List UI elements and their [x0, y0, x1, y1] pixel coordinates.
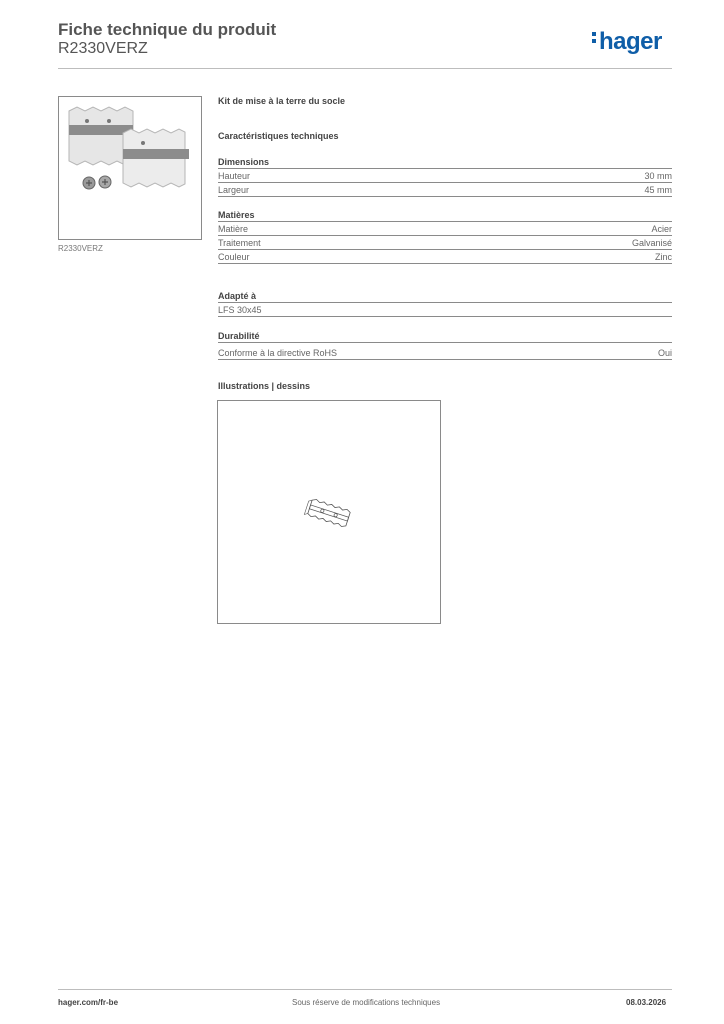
group-title-compatible: Adapté à [218, 291, 257, 301]
logo-text: hager [599, 28, 662, 55]
spec-row [218, 251, 672, 264]
spec-label: Largeur [218, 185, 250, 195]
spec-value: 30 mm [644, 171, 672, 181]
spec-value: 45 mm [644, 185, 672, 195]
page-title: Fiche technique du produit [58, 20, 277, 39]
spec-row [218, 170, 672, 183]
spec-value: Zinc [654, 252, 672, 262]
footer-website: hager.com/fr-be [58, 998, 119, 1007]
photo-caption: R2330VERZ [58, 244, 103, 253]
spec-row [218, 304, 672, 317]
spec-label: Conforme à la directive RoHS [218, 348, 338, 358]
product-name: Kit de mise à la terre du socle [218, 96, 346, 106]
spec-row [218, 223, 672, 236]
group-title-durability: Durabilité [218, 331, 260, 341]
spec-value: Acier [651, 224, 672, 234]
footer-date: 08.03.2026 [626, 998, 667, 1007]
product-reference: R2330VERZ [58, 40, 148, 57]
product-photo-icon [59, 97, 201, 239]
footer-notice: Sous réserve de modifications techniques [292, 998, 441, 1007]
technical-drawing-icon [218, 401, 440, 623]
group-divider [218, 221, 672, 222]
spec-row [218, 184, 672, 197]
hager-logo [592, 28, 662, 56]
group-title-materials: Matières [218, 210, 255, 220]
spec-label: Couleur [218, 252, 250, 262]
specs-heading: Caractéristiques techniques [218, 131, 339, 141]
spec-value: Galvanisé [631, 238, 672, 248]
technical-drawing [217, 400, 441, 624]
spec-label: Hauteur [218, 171, 251, 181]
spec-label: LFS 30x45 [218, 305, 262, 315]
group-title-dimensions: Dimensions [218, 157, 270, 167]
group-divider [218, 168, 672, 169]
product-photo [58, 96, 202, 240]
spec-value: Oui [657, 348, 672, 358]
group-divider [218, 302, 672, 303]
group-divider [218, 342, 672, 343]
spec-label: Traitement [218, 238, 261, 248]
header-divider [58, 68, 672, 69]
logo-colon-icon [592, 29, 597, 46]
footer-divider [58, 989, 672, 990]
spec-label: Matière [218, 224, 249, 234]
spec-row [218, 347, 672, 360]
spec-row [218, 237, 672, 250]
illustrations-heading: Illustrations | dessins [218, 381, 311, 391]
